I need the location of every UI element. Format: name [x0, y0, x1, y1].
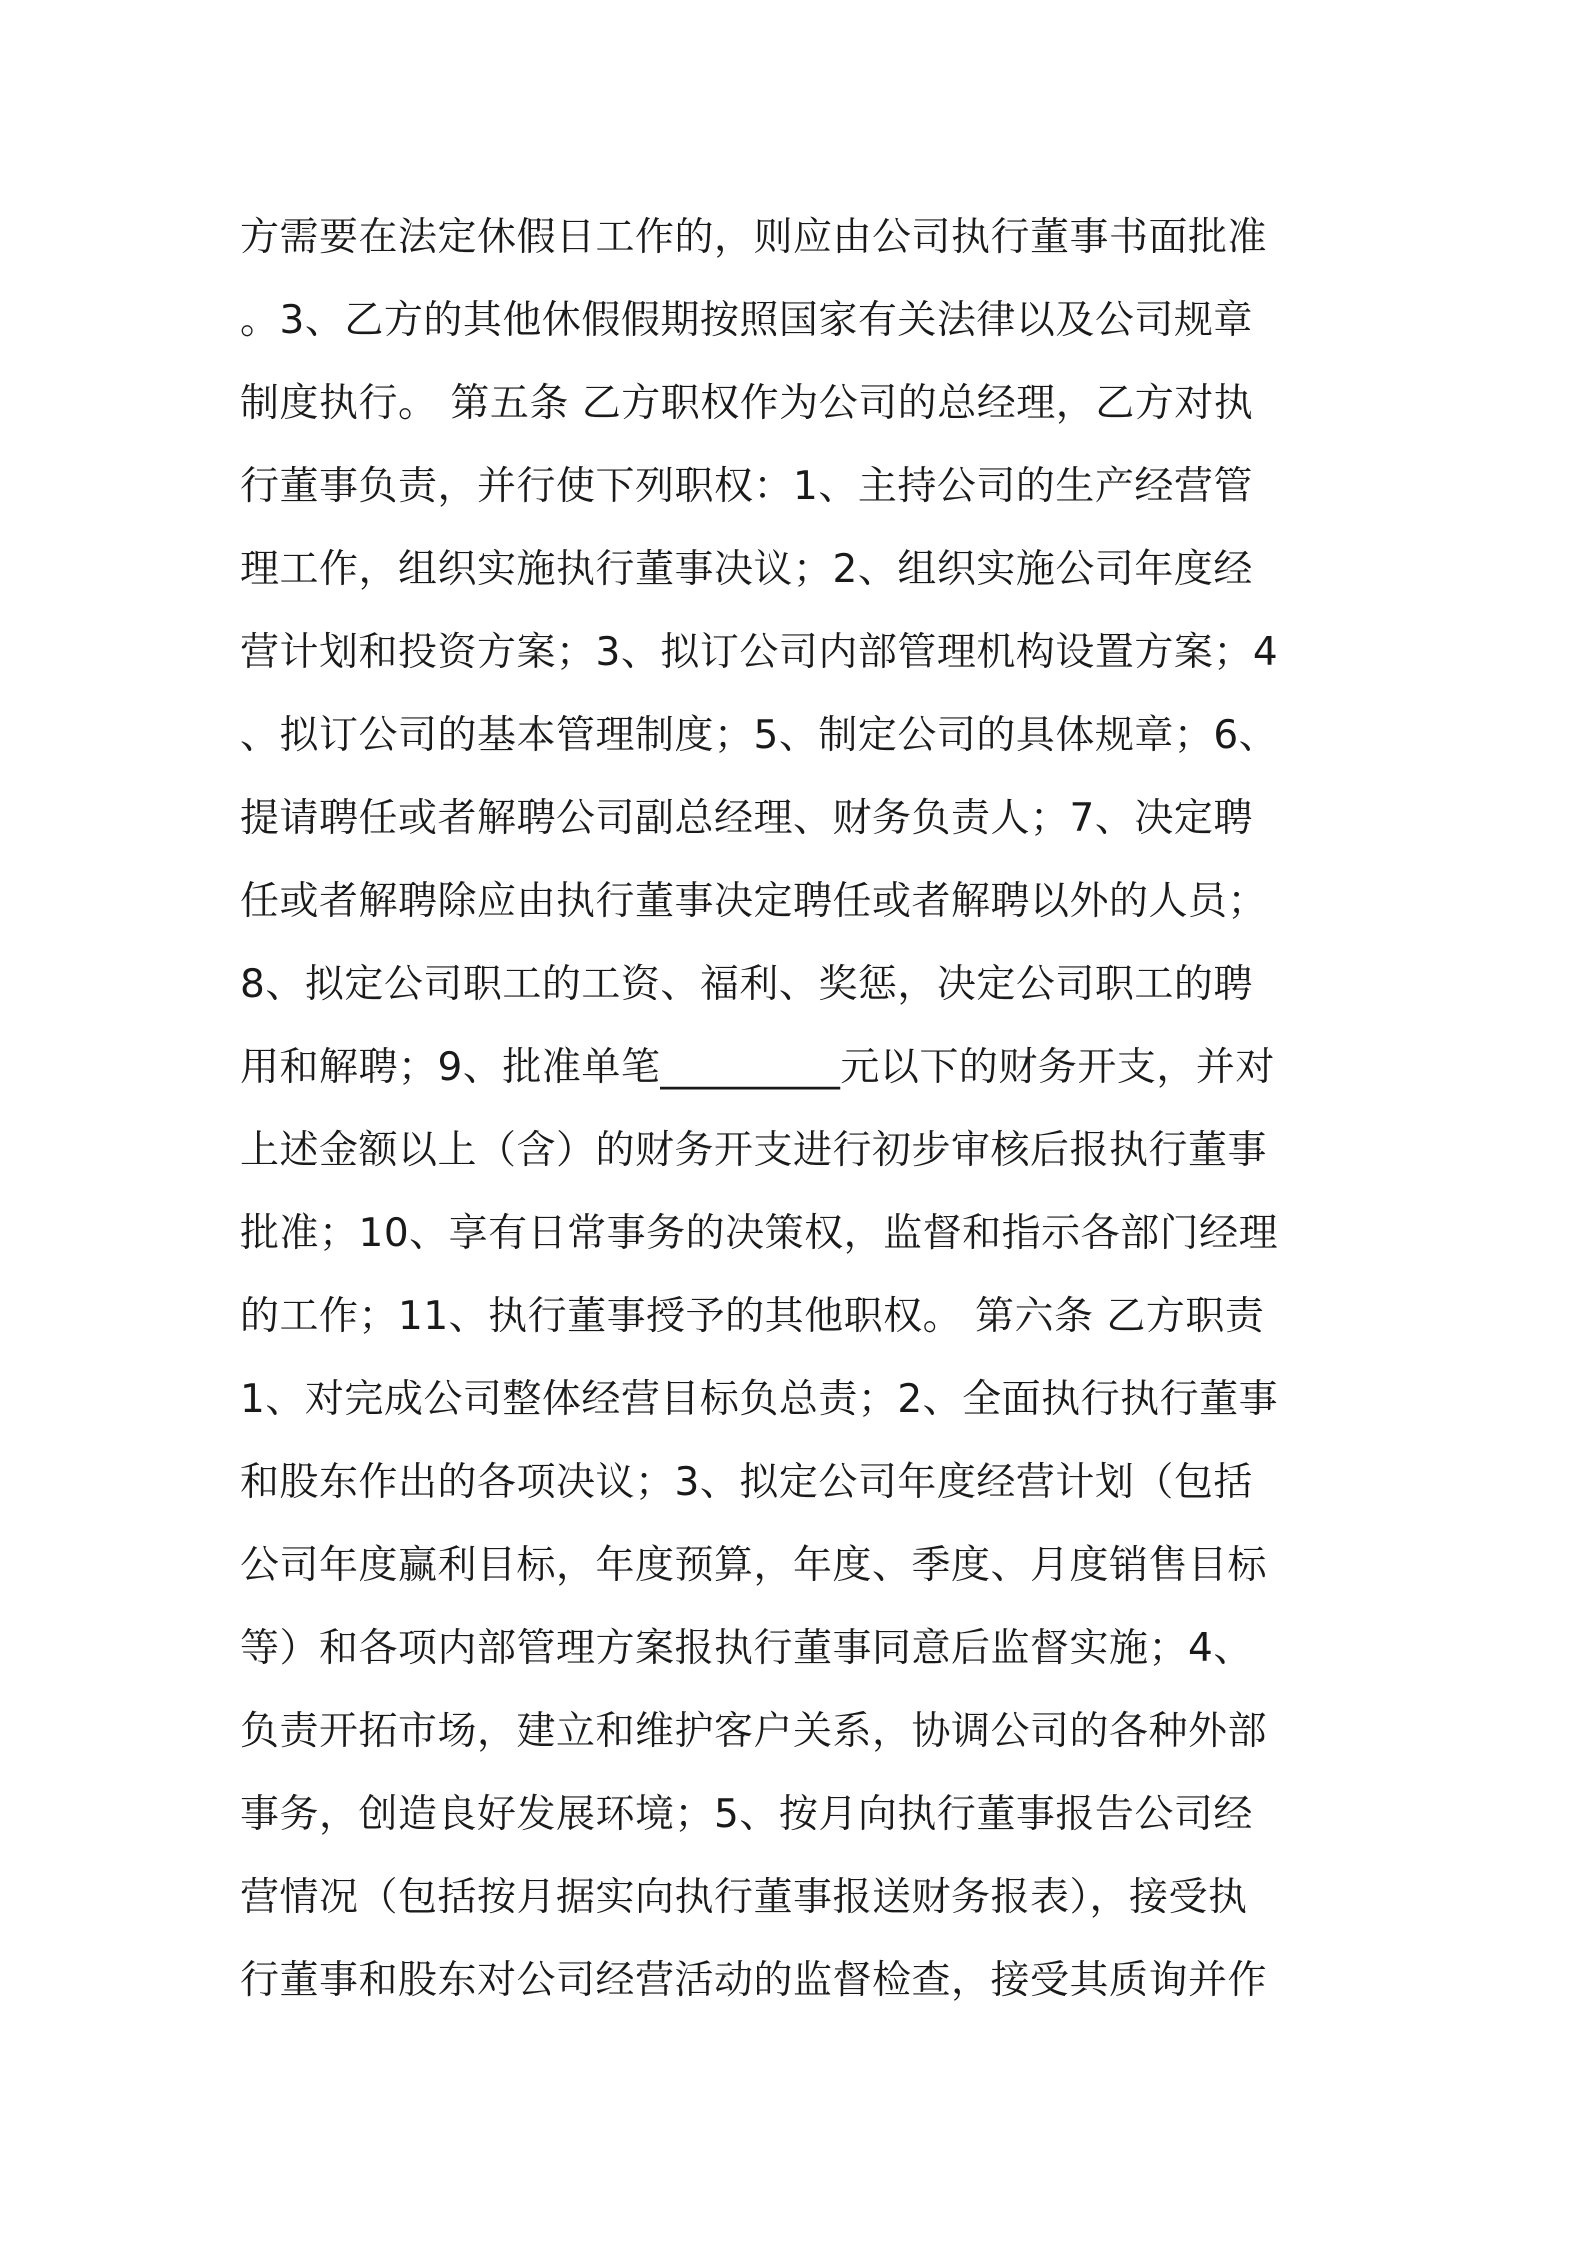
text-line: 等）和各项内部管理方案报执行董事同意后监督实施；4、 [240, 1626, 1253, 1671]
text-line: 负责开拓市场，建立和维护客户关系，协调公司的各种外部 [240, 1709, 1268, 1754]
text-line: 行董事和股东对公司经营活动的监督检查，接受其质询并作 [240, 1958, 1268, 2003]
text-line: 营情况（包括按月据实向执行董事报送财务报表），接受执 [240, 1875, 1248, 1920]
text-line: 和股东作出的各项决议；3、拟定公司年度经营计划（包括 [240, 1460, 1253, 1505]
text-line: 8、拟定公司职工的工资、福利、奖惩，决定公司职工的聘 [240, 962, 1253, 1007]
text-line: 理工作，组织实施执行董事决议；2、组织实施公司年度经 [240, 547, 1253, 592]
text-line: 公司年度赢利目标，年度预算，年度、季度、月度销售目标 [240, 1543, 1268, 1588]
text-line: 提请聘任或者解聘公司副总经理、财务负责人；7、决定聘 [240, 796, 1253, 841]
text-line: 行董事负责，并行使下列职权：1、主持公司的生产经营管 [240, 464, 1253, 509]
text-line: 上述金额以上（含）的财务开支进行初步审核后报执行董事 [240, 1128, 1268, 1173]
text-line: 用和解聘；9、批准单笔_________元以下的财务开支，并对 [240, 1045, 1275, 1090]
document-body [240, 196, 1360, 2022]
text-line: 批准；10、享有日常事务的决策权，监督和指示各部门经理 [240, 1211, 1279, 1256]
text-line: 、拟订公司的基本管理制度；5、制定公司的具体规章；6、 [240, 713, 1279, 758]
text-line: 任或者解聘除应由执行董事决定聘任或者解聘以外的人员； [240, 879, 1268, 924]
text-line: 的工作；11、执行董事授予的其他职权。 第六条 乙方职责 [240, 1294, 1265, 1339]
text-line: 。3、乙方的其他休假假期按照国家有关法律以及公司规章 [240, 298, 1253, 343]
text-line: 方需要在法定休假日工作的，则应由公司执行董事书面批准 [240, 215, 1268, 260]
text-line: 制度执行。 第五条 乙方职权作为公司的总经理，乙方对执 [240, 381, 1254, 426]
text-line: 1、对完成公司整体经营目标负总责；2、全面执行执行董事 [240, 1377, 1279, 1422]
text-line: 事务，创造良好发展环境；5、按月向执行董事报告公司经 [240, 1792, 1253, 1837]
text-line: 营计划和投资方案；3、拟订公司内部管理机构设置方案；4 [240, 630, 1279, 675]
